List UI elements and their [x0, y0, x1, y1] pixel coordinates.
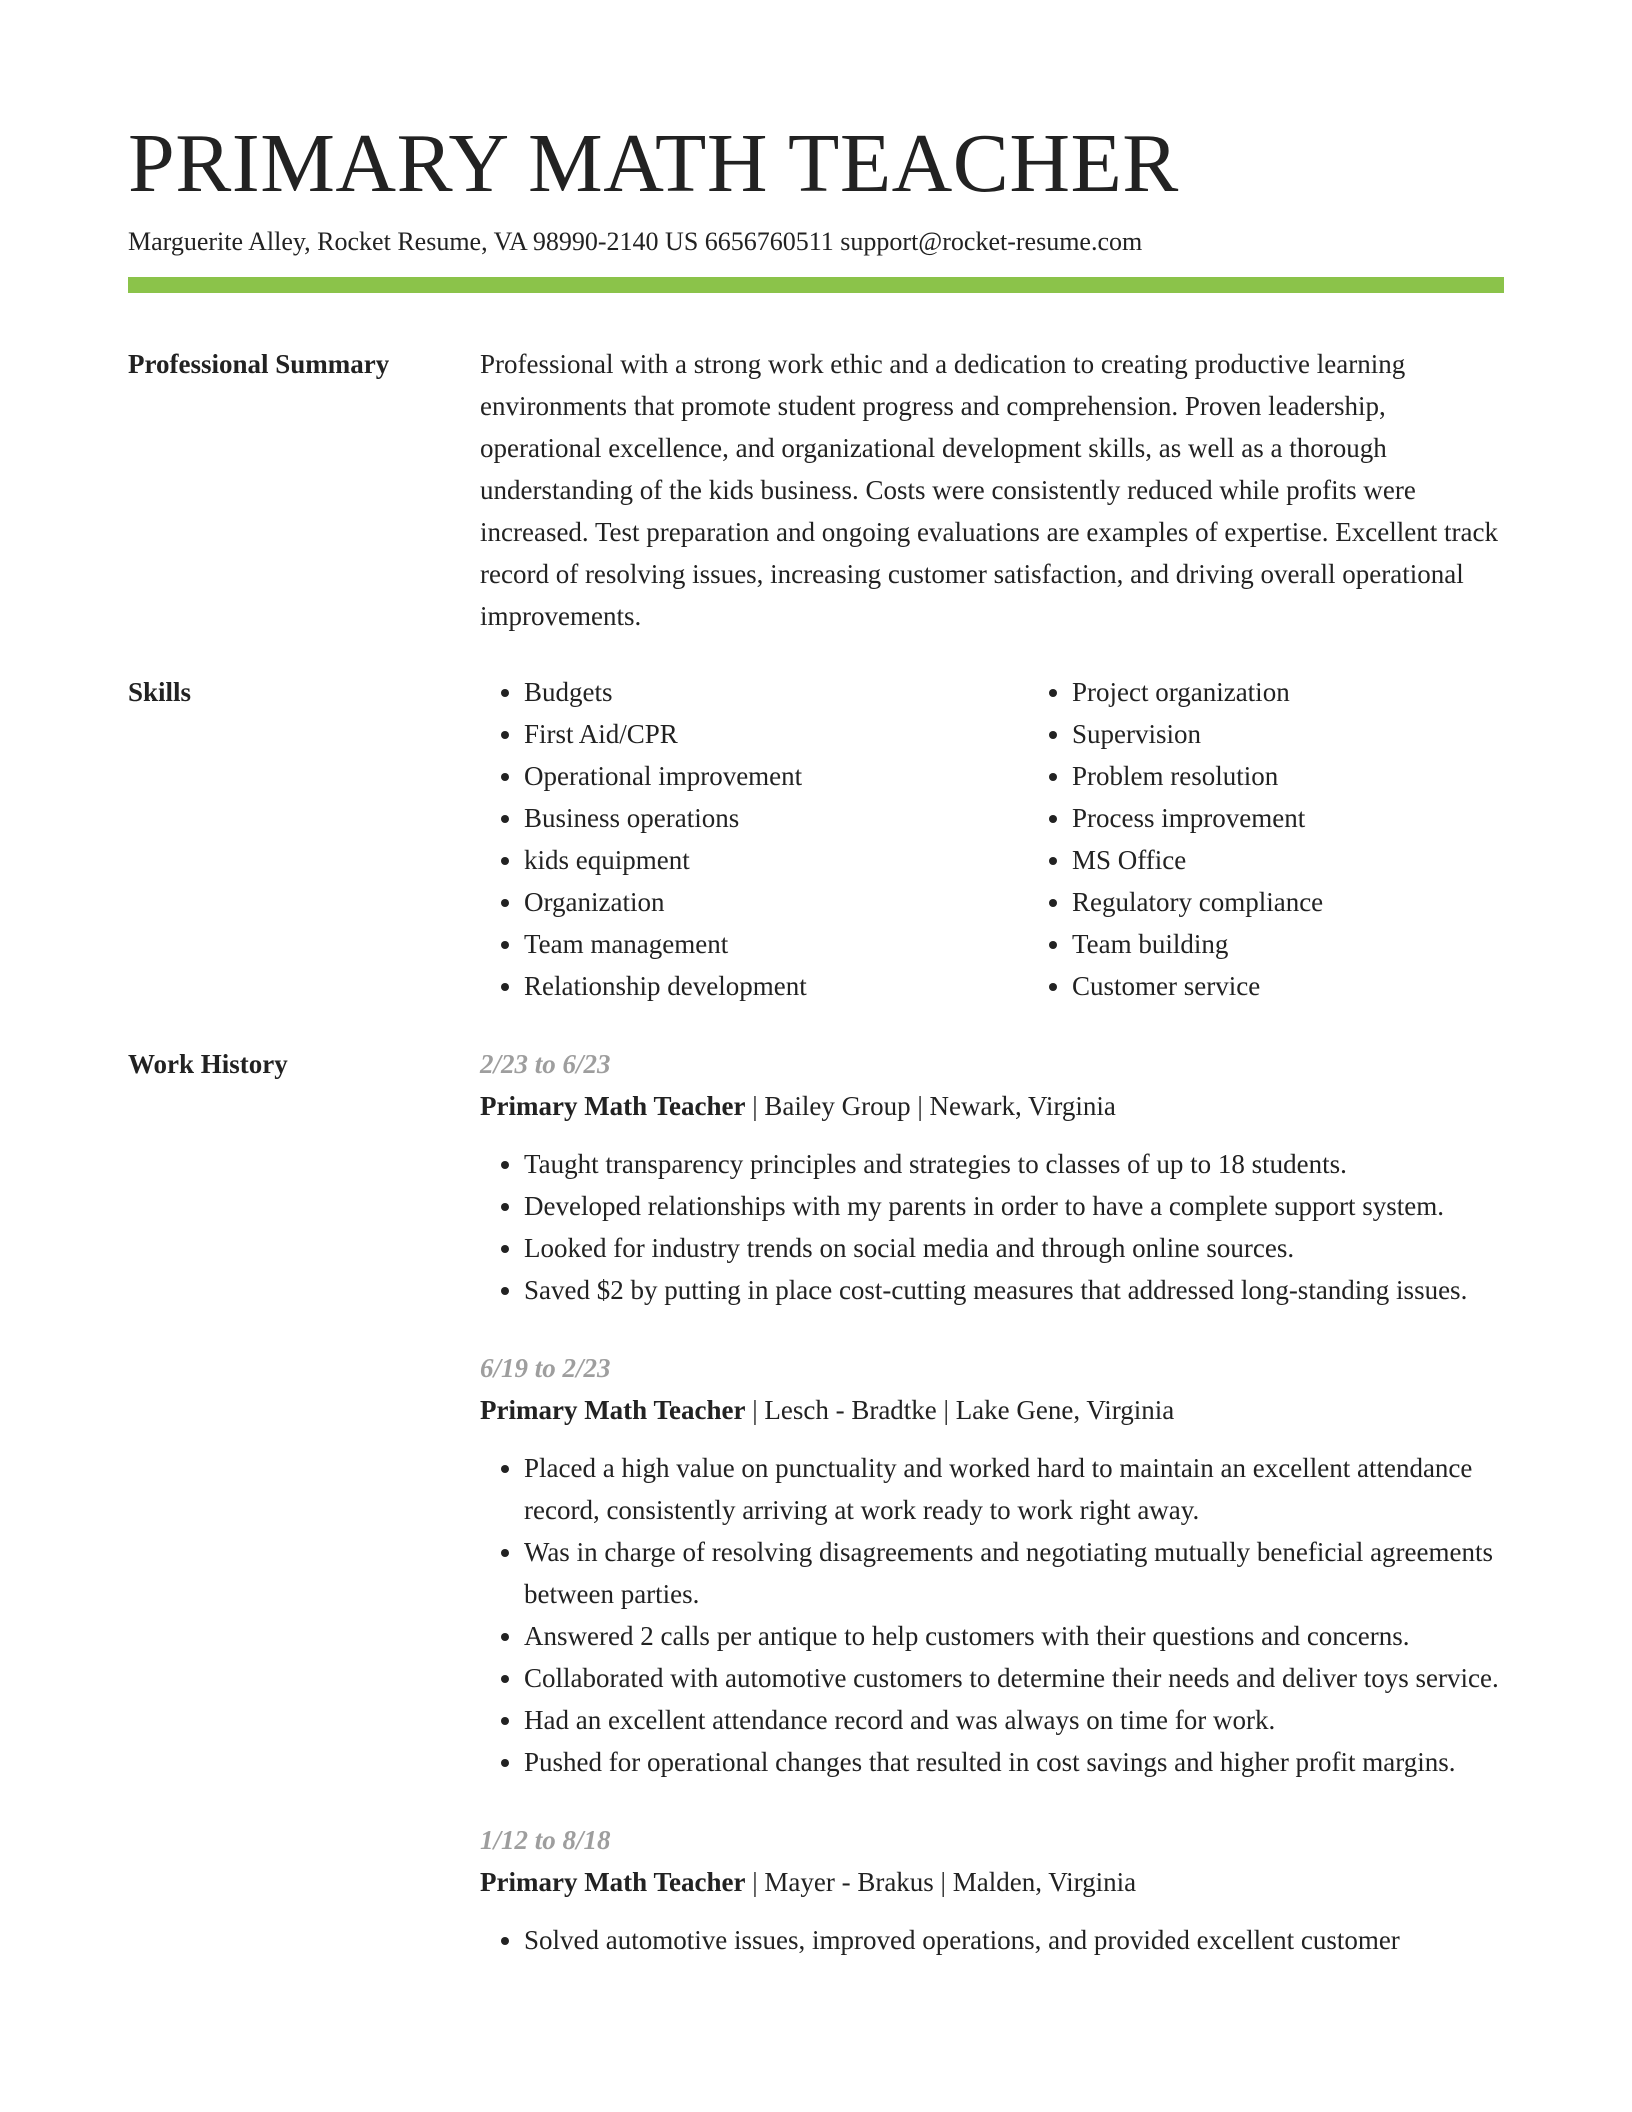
summary-section [128, 343, 1504, 637]
skill-item: • kids equipment [524, 839, 1028, 881]
job-dates: 2/23 to 6/23 [480, 1048, 611, 1079]
job-bullet: • Developed relationships with my parents in order to have a complete support system. [524, 1185, 1504, 1227]
work-history-section [128, 1043, 1504, 1997]
resume-name: PRIMARY MATH TEACHER [128, 117, 1179, 210]
skill-item: • Budgets [524, 671, 1028, 713]
skill-item: • Process improvement [1072, 797, 1576, 839]
job-details: | Lesch - Bradtke | Lake Gene, Virginia [745, 1394, 1175, 1425]
job-bullet: • Collaborated with automotive customers to determine their needs and deliver toys service. [524, 1657, 1504, 1699]
job-dates: 6/19 to 2/23 [480, 1352, 611, 1383]
skill-item: • Problem resolution [1072, 755, 1576, 797]
contact-line: Marguerite Alley, Rocket Resume, VA 98990-2140 US 6656760511 support@rocket-resume.com [128, 227, 1143, 257]
work-history-body [480, 1043, 1504, 1997]
job-title: Primary Math Teacher [480, 1090, 746, 1121]
skills-section [128, 671, 1504, 1007]
job-details: | Mayer - Brakus | Malden, Virginia [745, 1866, 1137, 1897]
skill-item: • Team management [524, 923, 1028, 965]
job-bullets [480, 1447, 1504, 1783]
job-bullet: • Looked for industry trends on social media and through online sources. [524, 1227, 1504, 1269]
job-bullet: • Answered 2 calls per antique to help customers with their questions and concerns. [524, 1615, 1504, 1657]
skill-item: • Organization [524, 881, 1028, 923]
skill-item: • Customer service [1072, 965, 1576, 1007]
job-bullet: • Had an excellent attendance record and was always on time for work. [524, 1699, 1504, 1741]
job-bullets [480, 1919, 1504, 1961]
job-title-line [480, 1861, 1504, 1903]
job-bullets [480, 1143, 1504, 1311]
skill-item: • First Aid/CPR [524, 713, 1028, 755]
skill-item: • Project organization [1072, 671, 1576, 713]
skill-item: • Team building [1072, 923, 1576, 965]
job-dates: 1/12 to 8/18 [480, 1824, 611, 1855]
summary-body [480, 343, 1504, 637]
skill-item: • Operational improvement [524, 755, 1028, 797]
job-bullet: • Placed a high value on punctuality and worked hard to maintain an excellent attendance record, consistently arriving at work ready to work right away. [524, 1447, 1504, 1531]
job-details: | Bailey Group | Newark, Virginia [745, 1090, 1116, 1121]
skills-heading: Skills [128, 676, 192, 707]
skill-item: • Relationship development [524, 965, 1028, 1007]
accent-divider [128, 277, 1504, 293]
summary-text: Professional with a strong work ethic and a dedication to creating productive learning environments that promote student progress and comprehension. Proven leadership, operational excellence, and organizational development skills, as well as a thorough understanding of the kids business. Costs were consistently reduced while profits were increased. Test preparation and ongoing evaluations are examples of expertise. Excellent track record of resolving issues, increasing customer satisfaction, and driving overall operational improvements. [480, 348, 1498, 631]
job-bullet: • Saved $2 by putting in place cost-cutting measures that addressed long-standing issues. [524, 1269, 1504, 1311]
job-title-line [480, 1085, 1504, 1127]
job-bullet: • Was in charge of resolving disagreements and negotiating mutually beneficial agreements between parties. [524, 1531, 1504, 1615]
skills-columns [480, 671, 1576, 1007]
job-bullet: • Taught transparency principles and strategies to classes of up to 18 students. [524, 1143, 1504, 1185]
job-bullet: • Pushed for operational changes that resulted in cost savings and higher profit margins. [524, 1741, 1504, 1783]
job-title: Primary Math Teacher [480, 1866, 746, 1897]
skill-item: • Business operations [524, 797, 1028, 839]
skills-list-left [480, 671, 1028, 1007]
job-bullet: • Solved automotive issues, improved operations, and provided excellent customer [524, 1919, 1504, 1961]
skill-item: • Regulatory compliance [1072, 881, 1576, 923]
skill-item: • Supervision [1072, 713, 1576, 755]
work-history-heading: Work History [128, 1048, 288, 1079]
job-title-line [480, 1389, 1504, 1431]
job-entry [480, 1819, 1504, 1961]
skills-list-right [1028, 671, 1576, 1007]
skill-item: • MS Office [1072, 839, 1576, 881]
job-entry [480, 1043, 1504, 1311]
job-title: Primary Math Teacher [480, 1394, 746, 1425]
summary-heading: Professional Summary [128, 348, 390, 379]
resume-page [128, 118, 1504, 1997]
job-entry [480, 1347, 1504, 1783]
